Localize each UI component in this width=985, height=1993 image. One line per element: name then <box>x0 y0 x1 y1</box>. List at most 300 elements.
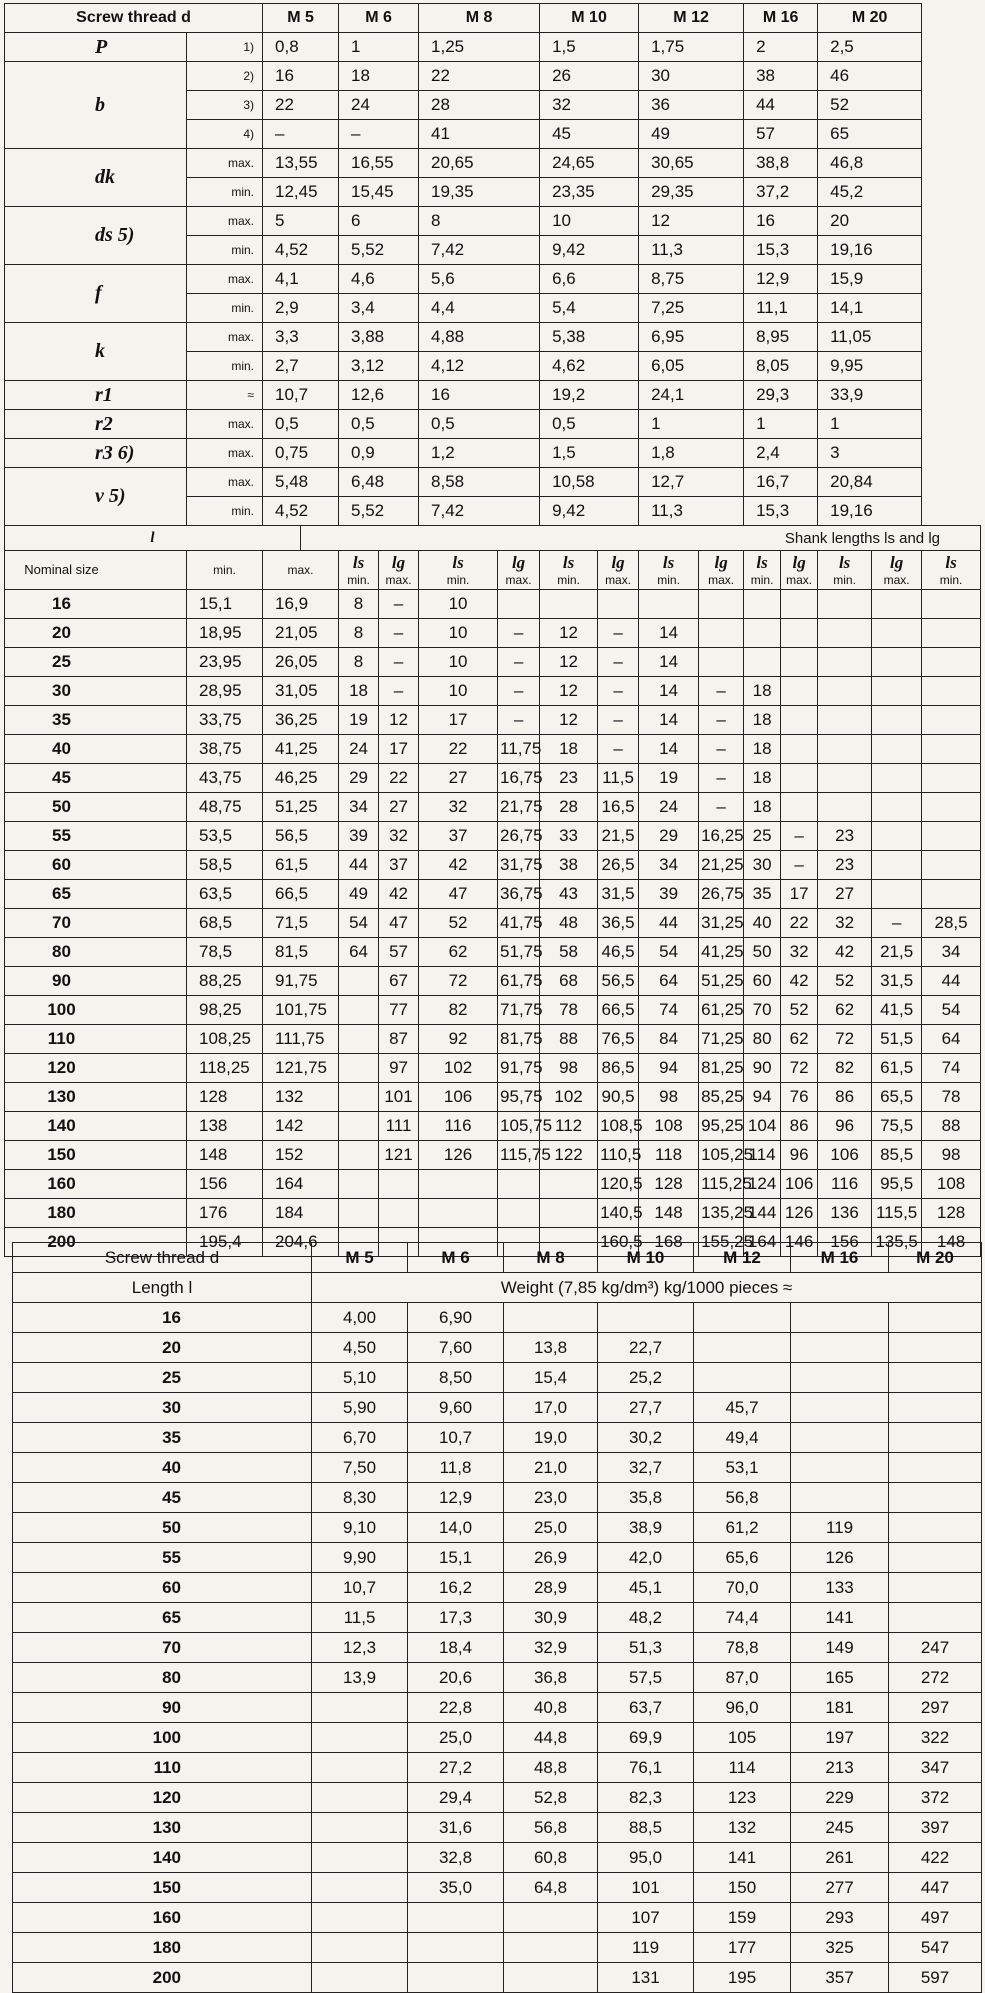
shank-value: 31,5 <box>872 967 922 996</box>
weight-row <box>13 1903 982 1933</box>
dimension-note: 2) <box>187 62 263 91</box>
shank-value: 84 <box>639 1025 699 1054</box>
shank-value <box>818 793 872 822</box>
shank-value: 146 <box>781 1228 818 1257</box>
dimension-value: 4,4 <box>419 294 540 323</box>
size-header: M 5 <box>263 4 339 33</box>
dimension-value: 6,6 <box>540 265 639 294</box>
shank-value <box>540 1199 598 1228</box>
dimension-symbol: v 5) <box>5 468 187 526</box>
shank-value: 75,5 <box>872 1112 922 1141</box>
weight-value <box>791 1333 889 1363</box>
shank-value: 44 <box>639 909 699 938</box>
weight-value <box>791 1483 889 1513</box>
weight-value: 119 <box>791 1513 889 1543</box>
l-max: 132 <box>263 1083 339 1112</box>
nominal-size: 80 <box>5 938 187 967</box>
dimension-symbol: r1 <box>5 381 187 410</box>
weight-value <box>312 1933 408 1963</box>
dimension-value: 14,1 <box>818 294 922 323</box>
shank-value: 23 <box>540 764 598 793</box>
weight-value: 5,90 <box>312 1393 408 1423</box>
length-value: 50 <box>13 1513 312 1543</box>
dimension-value: 19,35 <box>419 178 540 207</box>
dims-row <box>5 323 981 352</box>
weight-value: 27,7 <box>598 1393 694 1423</box>
l-min: 43,75 <box>187 764 263 793</box>
shank-value: 126 <box>419 1141 498 1170</box>
shank-value: 37 <box>379 851 419 880</box>
weight-title: Weight (7,85 kg/dm³) kg/1000 pieces ≈ <box>312 1273 982 1303</box>
shank-value <box>781 648 818 677</box>
weight-row <box>13 1483 982 1513</box>
dimension-value: 32 <box>540 91 639 120</box>
weight-value: 56,8 <box>694 1483 791 1513</box>
shank-value: – <box>379 648 419 677</box>
dimension-value: 6,95 <box>639 323 744 352</box>
ls-min-header <box>540 551 598 590</box>
length-value: 16 <box>13 1303 312 1333</box>
shank-value: – <box>379 590 419 619</box>
dimension-value: 4,52 <box>263 236 339 265</box>
l-min: 118,25 <box>187 1054 263 1083</box>
dimension-note: max. <box>187 468 263 497</box>
screw-thread-label: Screw thread d <box>13 1243 312 1273</box>
shank-value: 98 <box>922 1141 981 1170</box>
nominal-size: 45 <box>5 764 187 793</box>
dimensions-table <box>4 3 981 1257</box>
dimension-value: 15,9 <box>818 265 922 294</box>
shank-value: 31,25 <box>699 909 744 938</box>
weight-value <box>889 1603 982 1633</box>
dimension-value: 7,25 <box>639 294 744 323</box>
shank-value: 95,25 <box>699 1112 744 1141</box>
shank-value: 76 <box>781 1083 818 1112</box>
dimension-value: 13,55 <box>263 149 339 178</box>
shank-value: 50 <box>744 938 781 967</box>
l-max: 61,5 <box>263 851 339 880</box>
weight-value <box>694 1363 791 1393</box>
weight-value: 48,2 <box>598 1603 694 1633</box>
weight-value: 88,5 <box>598 1813 694 1843</box>
dimension-value: 0,5 <box>419 410 540 439</box>
shank-value: 17 <box>419 706 498 735</box>
dimension-value: 2,5 <box>818 33 922 62</box>
shank-value: 29 <box>639 822 699 851</box>
dimension-symbol: r2 <box>5 410 187 439</box>
shank-value: 102 <box>419 1054 498 1083</box>
shank-value: 17 <box>379 735 419 764</box>
nominal-size: 25 <box>5 648 187 677</box>
shank-value: 30 <box>744 851 781 880</box>
dimension-value: 4,62 <box>540 352 639 381</box>
dimension-value: 46 <box>818 62 922 91</box>
limit-label: min. <box>939 573 963 587</box>
shank-value: 95,75 <box>498 1083 540 1112</box>
shank-value: – <box>598 735 639 764</box>
weight-value: 31,6 <box>408 1813 504 1843</box>
length-value: 90 <box>13 1693 312 1723</box>
l-min: 53,5 <box>187 822 263 851</box>
weight-value: 195 <box>694 1963 791 1993</box>
shank-value: 36,5 <box>598 909 639 938</box>
shank-value: – <box>379 619 419 648</box>
shank-value <box>922 880 981 909</box>
l-max: 101,75 <box>263 996 339 1025</box>
shank-value: 39 <box>339 822 379 851</box>
shank-value: 136 <box>818 1199 872 1228</box>
size-header: M 6 <box>408 1243 504 1273</box>
shank-value: 72 <box>818 1025 872 1054</box>
shank-value: 10 <box>419 619 498 648</box>
dims-row <box>5 410 981 439</box>
weight-value: 247 <box>889 1633 982 1663</box>
dimension-value: 30,65 <box>639 149 744 178</box>
shank-value: 51,75 <box>498 938 540 967</box>
shank-value <box>818 677 872 706</box>
shank-value: 37 <box>419 822 498 851</box>
shank-value <box>872 880 922 909</box>
shank-value: 98 <box>540 1054 598 1083</box>
shank-value: 78 <box>540 996 598 1025</box>
dimension-value: 24,65 <box>540 149 639 178</box>
ls-min-header <box>744 551 781 590</box>
shank-value: 27 <box>818 880 872 909</box>
shank-value: 88 <box>922 1112 981 1141</box>
shank-value: 122 <box>540 1141 598 1170</box>
shank-value: 116 <box>818 1170 872 1199</box>
shank-value: 22 <box>419 735 498 764</box>
shank-value: 42 <box>818 938 872 967</box>
shank-value: 25 <box>744 822 781 851</box>
weight-row <box>13 1813 982 1843</box>
dims-row <box>5 33 981 62</box>
shank-value: – <box>781 851 818 880</box>
dimension-note: max. <box>187 410 263 439</box>
dimension-value: 24,1 <box>639 381 744 410</box>
shank-value: 164 <box>744 1228 781 1257</box>
dimension-value: 8 <box>419 207 540 236</box>
weight-value: 51,3 <box>598 1633 694 1663</box>
shank-row <box>5 619 981 648</box>
lg-max-header <box>498 551 540 590</box>
shank-value <box>598 590 639 619</box>
weight-value: 11,8 <box>408 1453 504 1483</box>
shank-value: 11,75 <box>498 735 540 764</box>
weight-value: 70,0 <box>694 1573 791 1603</box>
dims-header-row <box>5 4 981 33</box>
dimension-symbol: P <box>5 33 187 62</box>
dimension-note: 3) <box>187 91 263 120</box>
shank-value <box>872 764 922 793</box>
shank-value <box>781 677 818 706</box>
dimension-value: 16 <box>744 207 818 236</box>
shank-row <box>5 938 981 967</box>
weight-value: 17,3 <box>408 1603 504 1633</box>
shank-value: 94 <box>639 1054 699 1083</box>
ls-min-header <box>922 551 981 590</box>
shank-value: 86 <box>818 1083 872 1112</box>
shank-value <box>781 735 818 764</box>
l-max: 111,75 <box>263 1025 339 1054</box>
l-max: 81,5 <box>263 938 339 967</box>
shank-value: 56,5 <box>598 967 639 996</box>
shank-value: 19 <box>639 764 699 793</box>
shank-value: 24 <box>339 735 379 764</box>
shank-value: 70 <box>744 996 781 1025</box>
shank-value <box>872 648 922 677</box>
shank-value: 115,5 <box>872 1199 922 1228</box>
weight-value: 45,7 <box>694 1393 791 1423</box>
shank-value: 72 <box>781 1054 818 1083</box>
weight-value: 21,0 <box>504 1453 598 1483</box>
dimension-note: ≈ <box>187 381 263 410</box>
l-min: 23,95 <box>187 648 263 677</box>
shank-header-row <box>5 526 981 551</box>
shank-row <box>5 909 981 938</box>
weight-value: 372 <box>889 1783 982 1813</box>
weight-value: 159 <box>694 1903 791 1933</box>
nominal-size: 35 <box>5 706 187 735</box>
shank-value: 41,5 <box>872 996 922 1025</box>
shank-value: 26,75 <box>498 822 540 851</box>
shank-value: 8 <box>339 619 379 648</box>
length-label: Length l <box>13 1273 312 1303</box>
shank-value: 106 <box>419 1083 498 1112</box>
shank-value: 108 <box>922 1170 981 1199</box>
dimension-value: 11,3 <box>639 497 744 526</box>
l-min: 18,95 <box>187 619 263 648</box>
weight-value: 4,50 <box>312 1333 408 1363</box>
weight-value: 397 <box>889 1813 982 1843</box>
shank-value <box>339 1199 379 1228</box>
shank-value: 27 <box>419 764 498 793</box>
dimension-value: 0,9 <box>339 439 419 468</box>
weight-value: 44,8 <box>504 1723 598 1753</box>
dimension-value: 20 <box>818 207 922 236</box>
dimension-value: – <box>339 120 419 149</box>
l-min: 195,4 <box>187 1228 263 1257</box>
dimension-note: min. <box>187 236 263 265</box>
dimension-value: 1,25 <box>419 33 540 62</box>
shank-value: 41,25 <box>699 938 744 967</box>
l-min: 68,5 <box>187 909 263 938</box>
weight-value: 18,4 <box>408 1633 504 1663</box>
weight-value: 61,2 <box>694 1513 791 1543</box>
weight-value <box>889 1543 982 1573</box>
lg-symbol: lg <box>890 553 904 572</box>
dimension-symbol: ds 5) <box>5 207 187 265</box>
shank-value <box>922 677 981 706</box>
limit-label: min. <box>833 573 856 587</box>
shank-row <box>5 851 981 880</box>
shank-value: 114 <box>744 1141 781 1170</box>
shank-value: 96 <box>818 1112 872 1141</box>
shank-value: 62 <box>419 938 498 967</box>
weight-value: 96,0 <box>694 1693 791 1723</box>
shank-value: 51,5 <box>872 1025 922 1054</box>
shank-value <box>339 1054 379 1083</box>
weight-value: 63,7 <box>598 1693 694 1723</box>
dimension-symbol: b <box>5 62 187 149</box>
dims-row <box>5 439 981 468</box>
ls-symbol: ls <box>352 553 365 572</box>
shank-value: 34 <box>339 793 379 822</box>
dimension-value: 9,42 <box>540 236 639 265</box>
shank-value <box>922 735 981 764</box>
shank-value: – <box>872 909 922 938</box>
shank-value: 155,25 <box>699 1228 744 1257</box>
l-max: 91,75 <box>263 967 339 996</box>
shank-value: 10 <box>419 648 498 677</box>
weight-value: 60,8 <box>504 1843 598 1873</box>
limit-label: max. <box>605 573 632 587</box>
dimension-value: 5,4 <box>540 294 639 323</box>
shank-value <box>379 1170 419 1199</box>
weight-value <box>408 1903 504 1933</box>
lg-max-header <box>781 551 818 590</box>
shank-value: 62 <box>818 996 872 1025</box>
l-min: 58,5 <box>187 851 263 880</box>
shank-value: 10 <box>419 677 498 706</box>
dimension-value: 28 <box>419 91 540 120</box>
shank-value <box>419 1199 498 1228</box>
dimension-note: min. <box>187 497 263 526</box>
dimension-value: 4,52 <box>263 497 339 526</box>
max-label: max. <box>263 551 339 590</box>
dimension-value: 65 <box>818 120 922 149</box>
nominal-size: 140 <box>5 1112 187 1141</box>
dimension-value: 12 <box>639 207 744 236</box>
weight-value <box>791 1363 889 1393</box>
shank-value: 85,5 <box>872 1141 922 1170</box>
l-min: 108,25 <box>187 1025 263 1054</box>
limit-label: max. <box>505 573 532 587</box>
weight-value: 229 <box>791 1783 889 1813</box>
dimension-value: 44 <box>744 91 818 120</box>
dimension-value: 15,3 <box>744 497 818 526</box>
l-max: 121,75 <box>263 1054 339 1083</box>
length-value: 100 <box>13 1723 312 1753</box>
shank-value <box>781 706 818 735</box>
dimension-value: 0,75 <box>263 439 339 468</box>
dimension-value: 10 <box>540 207 639 236</box>
shank-value: 12 <box>540 706 598 735</box>
shank-value: 42 <box>419 851 498 880</box>
size-header: M 5 <box>312 1243 408 1273</box>
shank-value: 105,75 <box>498 1112 540 1141</box>
shank-value: 18 <box>744 735 781 764</box>
dimension-value: 19,16 <box>818 497 922 526</box>
shank-value: – <box>781 822 818 851</box>
shank-value: 111 <box>379 1112 419 1141</box>
weight-value: 32,9 <box>504 1633 598 1663</box>
weight-value: 13,9 <box>312 1663 408 1693</box>
shank-value: 62 <box>781 1025 818 1054</box>
weight-value: 14,0 <box>408 1513 504 1543</box>
weight-value: 10,7 <box>312 1573 408 1603</box>
weight-value: 28,9 <box>504 1573 598 1603</box>
l-min: 98,25 <box>187 996 263 1025</box>
shank-value: 104 <box>744 1112 781 1141</box>
shank-value: 81,75 <box>498 1025 540 1054</box>
shank-value: 71,75 <box>498 996 540 1025</box>
weight-value: 5,10 <box>312 1363 408 1393</box>
dimension-value: 6,48 <box>339 468 419 497</box>
shank-value: 39 <box>639 880 699 909</box>
weight-row <box>13 1363 982 1393</box>
shank-row <box>5 1054 981 1083</box>
weight-value: 105 <box>694 1723 791 1753</box>
l-min: 128 <box>187 1083 263 1112</box>
shank-value <box>818 590 872 619</box>
ls-symbol: ls <box>756 553 768 572</box>
shank-value: 17 <box>781 880 818 909</box>
l-min: 78,5 <box>187 938 263 967</box>
dimension-symbol: r3 6) <box>5 439 187 468</box>
dimension-value: 15,3 <box>744 236 818 265</box>
shank-value <box>339 1170 379 1199</box>
shank-value: 36,75 <box>498 880 540 909</box>
ls-min-header <box>419 551 498 590</box>
l-max: 142 <box>263 1112 339 1141</box>
dimension-value: 46,8 <box>818 149 922 178</box>
weight-value: 22,7 <box>598 1333 694 1363</box>
weight-value <box>312 1843 408 1873</box>
dimension-value: 6,05 <box>639 352 744 381</box>
dimension-value: 19,2 <box>540 381 639 410</box>
weight-value: 357 <box>791 1963 889 1993</box>
weight-value <box>889 1333 982 1363</box>
weight-row <box>13 1333 982 1363</box>
weight-value <box>504 1933 598 1963</box>
shank-value <box>639 590 699 619</box>
dimension-value: 30 <box>639 62 744 91</box>
shank-value: 116 <box>419 1112 498 1141</box>
lg-symbol: lg <box>511 553 526 572</box>
weight-value: 101 <box>598 1873 694 1903</box>
shank-value: 40 <box>744 909 781 938</box>
dimension-value: 57 <box>744 120 818 149</box>
dims-row <box>5 207 981 236</box>
length-value: 180 <box>13 1933 312 1963</box>
shank-value <box>922 706 981 735</box>
shank-value <box>744 648 781 677</box>
size-header: M 8 <box>504 1243 598 1273</box>
shank-value: 108 <box>639 1112 699 1141</box>
shank-value <box>818 706 872 735</box>
shank-value: 54 <box>339 909 379 938</box>
shank-value <box>339 996 379 1025</box>
l-min: 15,1 <box>187 590 263 619</box>
weight-value: 17,0 <box>504 1393 598 1423</box>
shank-row <box>5 1025 981 1054</box>
shank-value: 101 <box>379 1083 419 1112</box>
shank-value: 65,5 <box>872 1083 922 1112</box>
weight-value: 30,2 <box>598 1423 694 1453</box>
weight-value <box>408 1933 504 1963</box>
l-max: 21,05 <box>263 619 339 648</box>
length-value: 20 <box>13 1333 312 1363</box>
weight-value <box>694 1303 791 1333</box>
shank-value: 77 <box>379 996 419 1025</box>
size-header: M 8 <box>419 4 540 33</box>
weight-value: 114 <box>694 1753 791 1783</box>
dimension-value: 1 <box>639 410 744 439</box>
shank-value: 23 <box>818 851 872 880</box>
l-max: 152 <box>263 1141 339 1170</box>
weight-value: 82,3 <box>598 1783 694 1813</box>
